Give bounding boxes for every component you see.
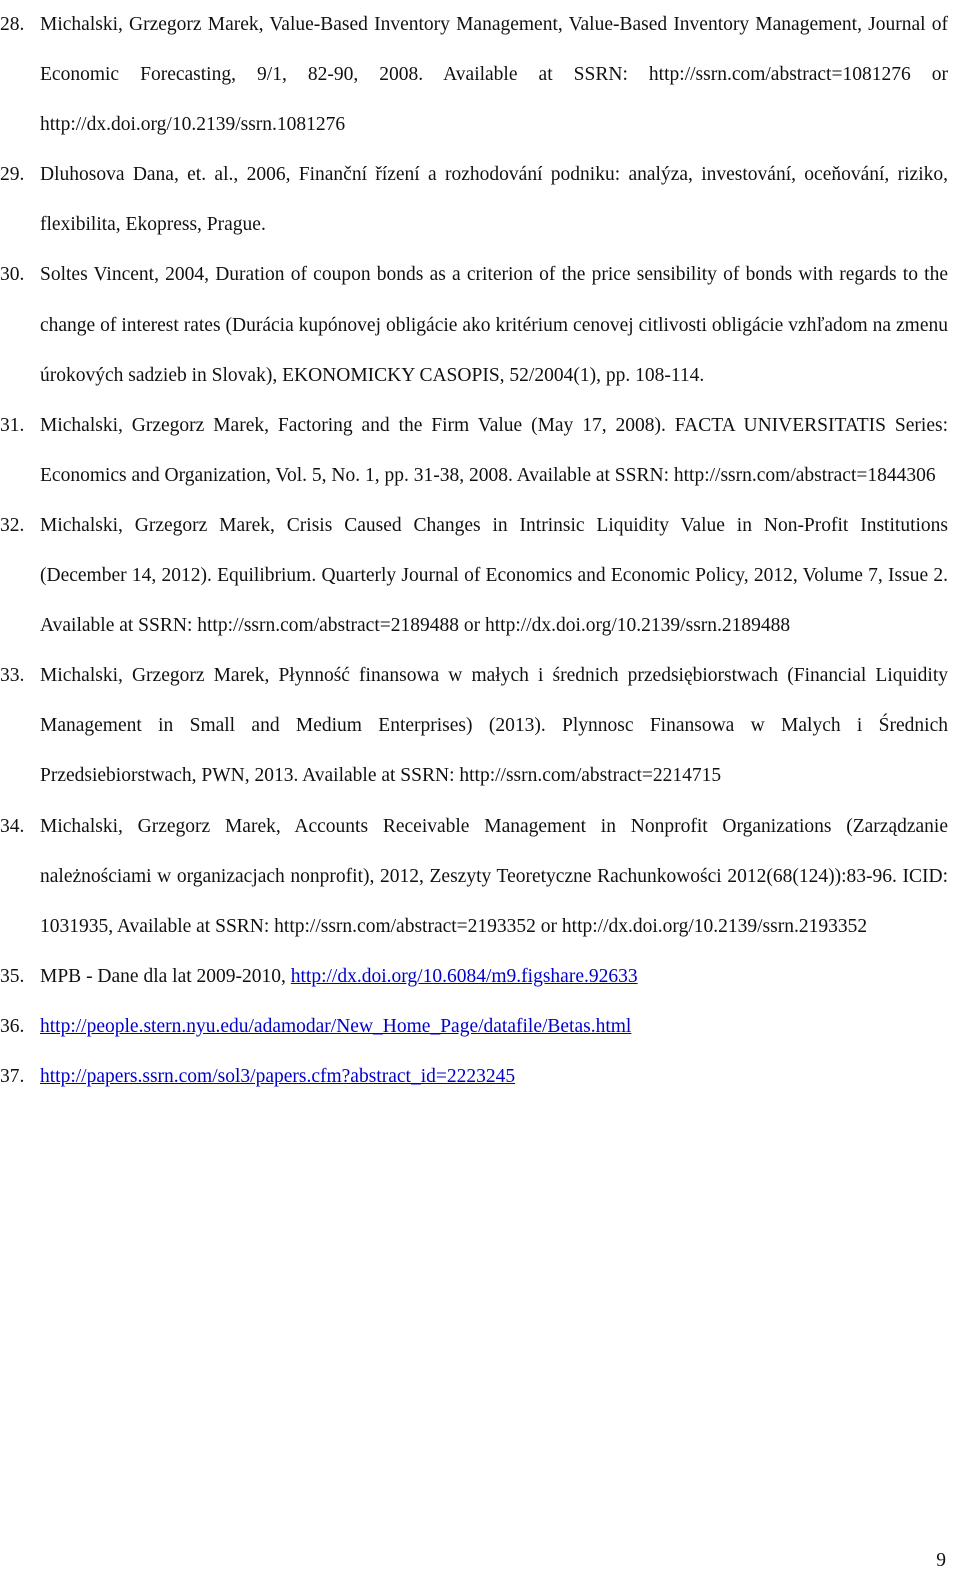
reference-text-wrapper bbox=[40, 1052, 948, 1102]
reference-number: 31. bbox=[0, 414, 25, 436]
reference-item bbox=[0, 0, 948, 150]
reference-link[interactable]: http://people.stern.nyu.edu/adamodar/New_Home_Page/datafile/Betas.html bbox=[40, 1015, 632, 1037]
reference-number: 28. bbox=[0, 14, 25, 35]
reference-text: Michalski, Grzegorz Marek, Płynność finansowa w małych i średnich przedsiębiorstwach (Financial Liquidity Management in Small and Medium Enterprises) (2013). Plynnosc Finansowa w Malych i Średnich Przedsiebiorstwach, PWN, 2013. Available at SSRN: http://ssrn.com/abstract=2214715 bbox=[40, 665, 948, 787]
reference-text: Michalski, Grzegorz Marek, Factoring and the Firm Value (May 17, 2008). FACTA UNIVERSITATIS Series: Economics and Organization, Vol. 5, No. 1, pp. 31-38, 2008. Available at SSRN: http://ssrn.com/abstract=1844306 bbox=[40, 414, 948, 486]
reference-item bbox=[0, 401, 948, 501]
reference-number: 29. bbox=[0, 164, 25, 186]
reference-number: 30. bbox=[0, 264, 25, 286]
reference-text: Michalski, Grzegorz Marek, Value-Based Inventory Management, Value-Based Inventory Management, Journal of Economic Forecasting, 9/1, 82-90, 2008. Available at SSRN: http://ssrn.com/abstract=1081276 or http://dx.doi.org/10.2139/ssrn.1081276 bbox=[40, 14, 948, 136]
reference-number: 36. bbox=[0, 1015, 25, 1037]
reference-number: 32. bbox=[0, 514, 25, 536]
reference-item bbox=[0, 501, 948, 651]
reference-text: Michalski, Grzegorz Marek, Accounts Receivable Management in Nonprofit Organizations (Zarządzanie należnościami w organizacjach nonprofit), 2012, Zeszyty Teoretyczne Rachunkowości 2012(68(124)):83-96. ICID: 1031935, Available at SSRN: http://ssrn.com/abstract=2193352 or http://dx.doi.org/10.2139/ssrn.2193352 bbox=[40, 815, 948, 937]
reference-link[interactable]: http://dx.doi.org/10.6084/m9.figshare.92633 bbox=[290, 965, 638, 987]
reference-number: 35. bbox=[0, 965, 25, 987]
page-number: 9 bbox=[936, 1550, 946, 1571]
reference-item bbox=[0, 250, 948, 400]
reference-text: Dluhosova Dana, et. al., 2006, Finanční řízení a rozhodování podniku: analýza, investování, oceňování, riziko, flexibilita, Ekopress, Prague. bbox=[40, 164, 948, 236]
reference-number: 37. bbox=[0, 1065, 25, 1087]
reference-link[interactable]: http://papers.ssrn.com/sol3/papers.cfm?abstract_id=2223245 bbox=[40, 1065, 516, 1087]
reference-number: 34. bbox=[0, 815, 25, 837]
reference-item bbox=[0, 150, 948, 250]
reference-text: MPB - Dane dla lat 2009-2010, bbox=[40, 965, 291, 987]
reference-text: Soltes Vincent, 2004, Duration of coupon bonds as a criterion of the price sensibility of bonds with regards to the change of interest rates (Durácia kupónovej obligácie ako kritérium cenovej citlivosti obligácie vzhľadom na zmenu úrokových sadzieb in Slovak), EKONOMICKY CASOPIS, 52/2004(1), pp. 108-114. bbox=[40, 264, 948, 386]
reference-item bbox=[0, 1052, 948, 1102]
reference-text-wrapper bbox=[40, 952, 948, 1002]
reference-text-wrapper bbox=[40, 1002, 948, 1052]
reference-number: 33. bbox=[0, 665, 25, 687]
reference-item bbox=[0, 952, 948, 1002]
reference-item bbox=[0, 802, 948, 952]
reference-item bbox=[0, 1002, 948, 1052]
reference-item bbox=[0, 651, 948, 801]
reference-text: Michalski, Grzegorz Marek, Crisis Caused Changes in Intrinsic Liquidity Value in Non-Profit Institutions (December 14, 2012). Equilibrium. Quarterly Journal of Economics and Economic Policy, 2012, Volume 7, Issue 2. Available at SSRN: http://ssrn.com/abstract=2189488 or http://dx.doi.org/10.2139/ssrn.2189488 bbox=[40, 514, 948, 637]
